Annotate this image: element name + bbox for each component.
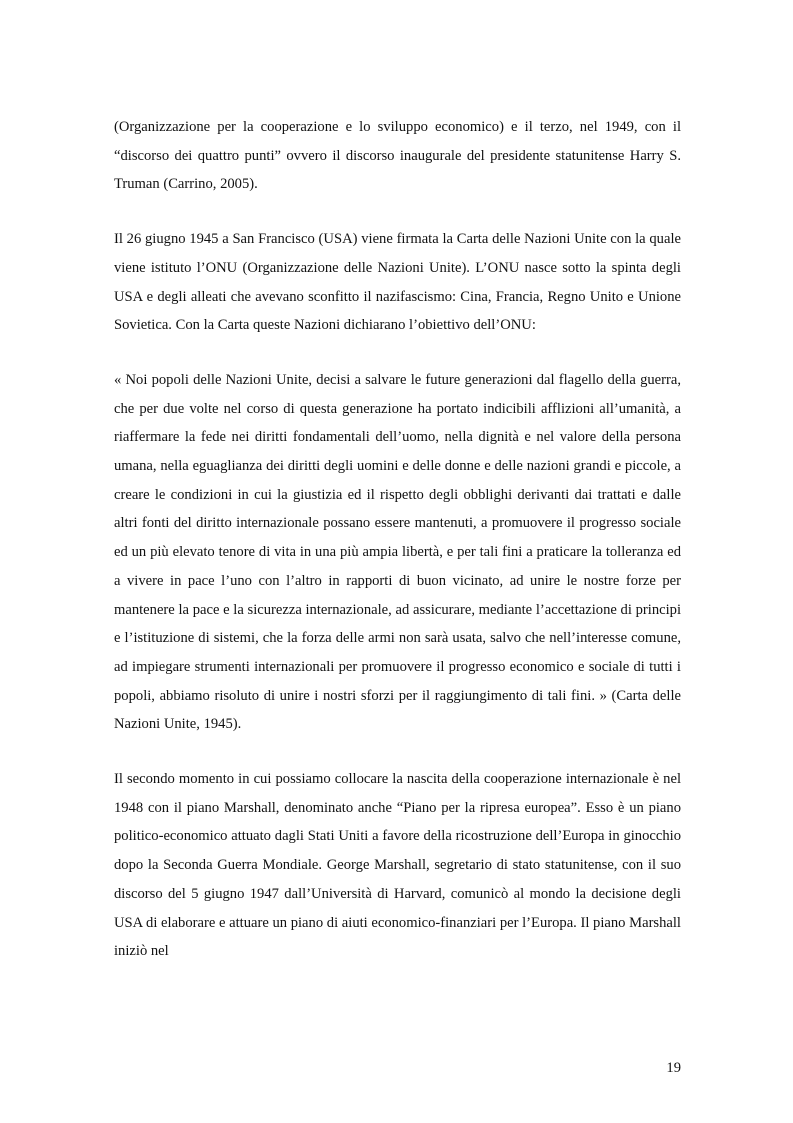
paragraph-un-charter-quote: « Noi popoli delle Nazioni Unite, decisi a salvare le future generazioni dal flagello della guerra, che per due volte nel corso di questa generazione ha portato indicibili afflizioni all’umanità, a riaffermare la fede nei diritti fondamentali dell’uomo, nella dignità e nel valore della persona umana, nella eguaglianza dei diritti degli uomini e delle donne e delle nazioni grandi e piccole, a creare le condizioni in cui la giustizia ed il rispetto degli obblighi derivanti dai trattati e dalle altri fonti del diritto internazionale possano essere mantenuti, a promuovere il progresso sociale ed un più elevato tenore di vita in una più ampia libertà, e per tali fini a praticare la tolleranza ed a vivere in pace l’uno con l’altro in rapporti di buon vicinato, ad unire le nostre forze per mantenere la pace e la sicurezza internazionale, ad assicurare, mediante l’accettazione di principi e l’istituzione di sistemi, che la forza delle armi non sarà usata, salvo che nell’interesse comune, ad impiegare strumenti internazionali per promuovere il progresso economico e sociale di tutti i popoli, abbiamo risoluto di unire i nostri sforzi per il raggiungimento di tali fini. » (Carta delle Nazioni Unite, 1945).	[114, 371, 681, 733]
paragraph-oece-truman: (Organizzazione per la cooperazione e lo sviluppo economico) e il terzo, nel 1949, con il “discorso dei quattro punti” ovvero il discorso inaugurale del presidente statunitense Harry S. Truman (Carrino, 2005).	[114, 119, 681, 193]
page-number: 19	[666, 1060, 681, 1076]
paragraph-marshall-plan: Il secondo momento in cui possiamo collocare la nascita della cooperazione internazionale è nel 1948 con il piano Marshall, denominato anche “Piano per la ripresa europea”. Esso è un piano politico-economico attuato dagli Stati Uniti a favore della ricostruzione dell’Europa in ginocchio dopo la Seconda Guerra Mondiale. George Marshall, segretario di stato statunitense, con il suo discorso del 5 giugno 1947 dall’Università di Harvard, comunicò al mondo la decisione degli USA di elaborare e attuare un piano di aiuti economico-finanziari per l’Europa. Il piano Marshall iniziò nel	[114, 771, 681, 960]
paragraph-onu-founding: Il 26 giugno 1945 a San Francisco (USA) viene firmata la Carta delle Nazioni Unite con la quale viene istituto l’ONU (Organizzazione delle Nazioni Unite). L’ONU nasce sotto la spinta degli USA e degli alleati che avevano sconfitto il nazifascismo: Cina, Francia, Regno Unito e Unione Sovietica. Con la Carta queste Nazioni dichiarano l’obiettivo dell’ONU:	[114, 231, 681, 334]
body-text	[114, 113, 681, 992]
